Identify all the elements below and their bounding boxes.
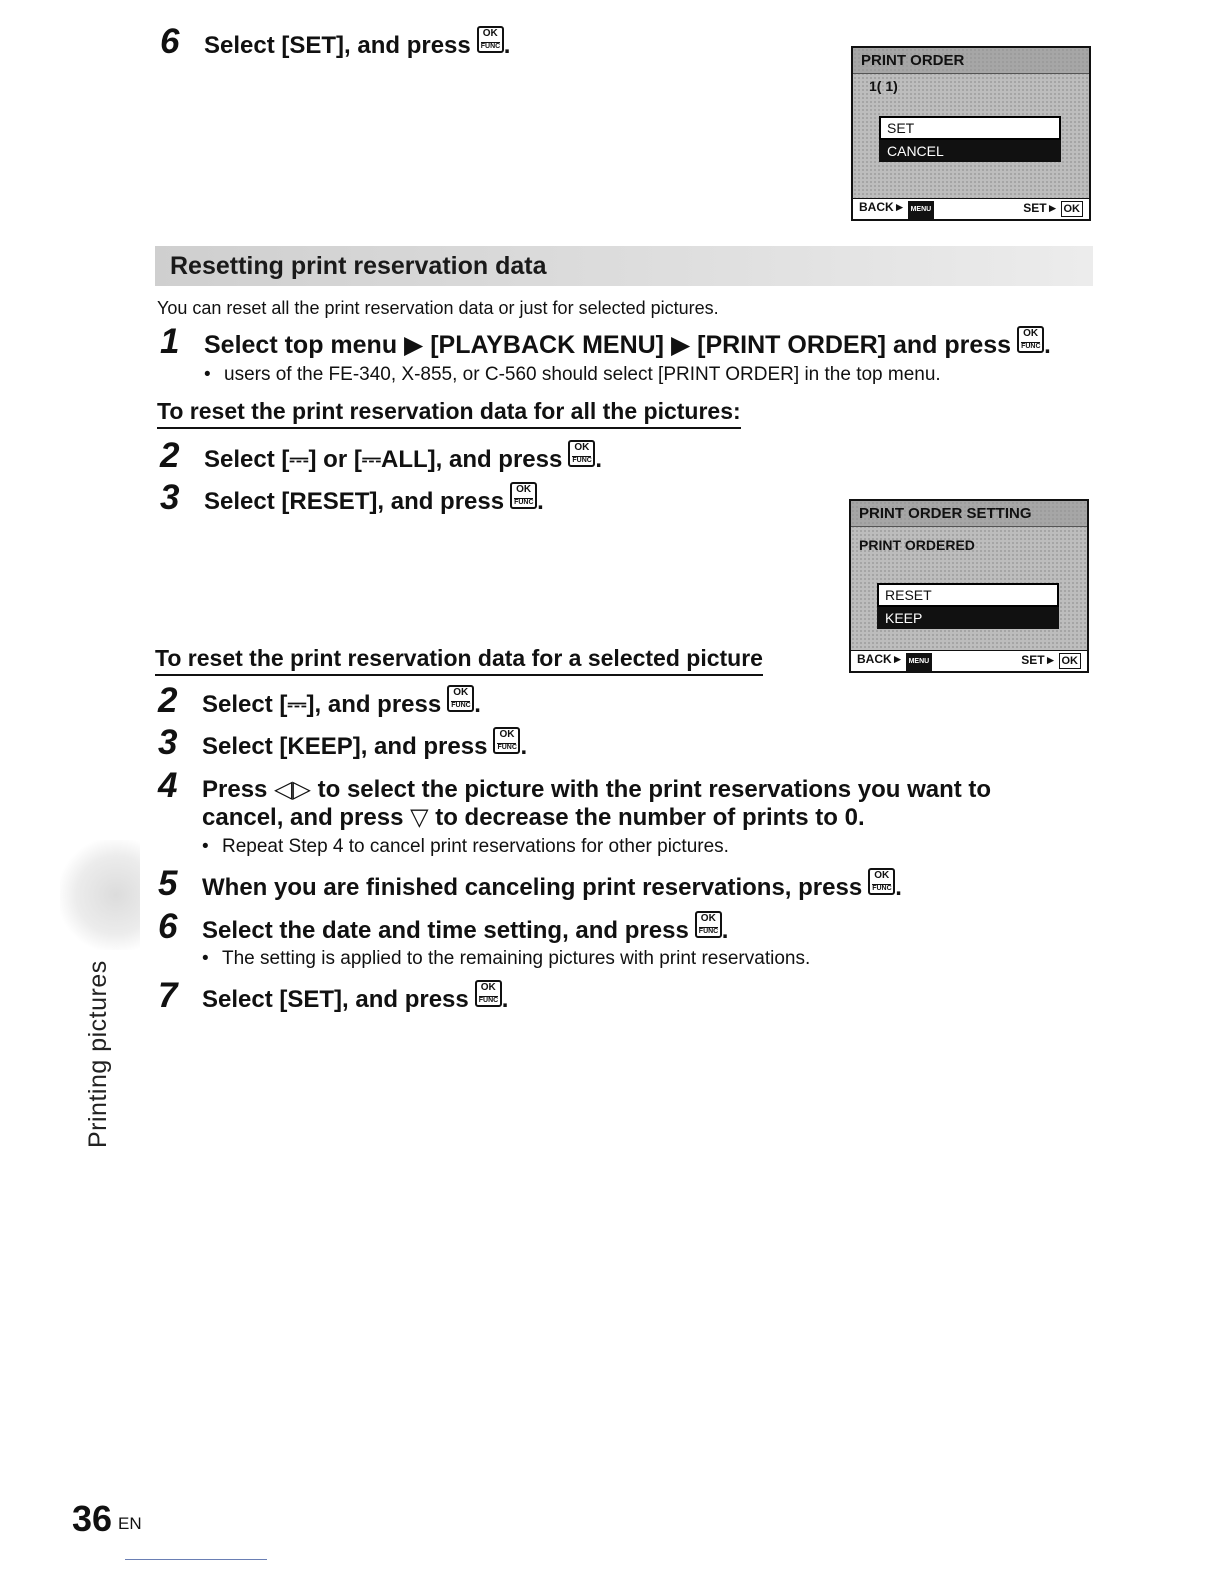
selected-picture-heading: To reset the print reservation data for a selected picture (155, 645, 763, 676)
step-2-selected: 2 Select [⎓], and press OK FUNC . (158, 681, 481, 720)
step-text: Select the date and time setting, and press (202, 917, 689, 944)
option-reset[interactable]: RESET (877, 583, 1059, 607)
step-text: Press ◁▷ to select the picture with the print reservations you want to (202, 776, 992, 803)
side-chapter-label: Printing pictures (84, 960, 112, 1148)
step-2-all: 2 Select [⎓] or [⎓ALL], and press OK FUNC . (160, 436, 603, 475)
screen-footer (853, 198, 1089, 219)
step-text: Select top menu ▶ [PLAYBACK MENU] ▶ [PRINT ORDER] and press (204, 331, 1012, 359)
option-set[interactable]: SET (879, 116, 1061, 140)
ok-func-icon: OK FUNC (493, 727, 520, 754)
option-keep[interactable]: KEEP (877, 607, 1059, 629)
step-3-selected: 3 Select [KEEP], and press OK FUNC . (158, 723, 528, 762)
menu-button-icon: MENU (906, 653, 933, 671)
side-tab-marker (60, 840, 140, 950)
step-1-note: • users of the FE-340, X-855, or C-560 should select [PRINT ORDER] in the top menu. (204, 364, 941, 385)
menu-button-icon: MENU (908, 201, 935, 219)
ok-func-icon: OK FUNC (447, 685, 474, 712)
step-4-note: • Repeat Step 4 to cancel print reservations for other pictures. (202, 836, 729, 857)
step-6-note: • The setting is applied to the remaining pictures with print reservations. (202, 948, 811, 969)
ok-button-icon: OK (1061, 201, 1084, 217)
ok-button-icon: OK (1059, 653, 1082, 669)
screen-subtitle: PRINT ORDERED (859, 537, 975, 553)
ok-func-icon: OK FUNC (477, 26, 504, 53)
step-text: Select [⎓] or [⎓ALL], and press (204, 446, 563, 473)
step-number: 3 (160, 478, 180, 517)
step-text: Select [SET], and press (202, 986, 469, 1013)
set-hint: SET► OK (1021, 653, 1081, 669)
step-number: 6 (158, 907, 178, 946)
step-number: 6 (160, 22, 180, 61)
step-4-selected (158, 768, 991, 804)
step-number: 1 (160, 322, 180, 361)
camera-screen-print-order-setting (849, 499, 1089, 673)
section-title: Resetting print reservation data (170, 252, 547, 280)
page-number: 36 (72, 1498, 113, 1539)
back-hint: BACK► MENU (857, 652, 932, 671)
all-pictures-heading: To reset the print reservation data for all the pictures: (157, 398, 741, 429)
step-6-selected: 6 Select the date and time setting, and press OK FUNC . (158, 907, 729, 946)
step-6-top: 6 Select [SET], and press OK FUNC . (160, 22, 511, 61)
step-number: 3 (158, 723, 178, 762)
ok-func-icon: OK FUNC (475, 980, 502, 1007)
screen-menu (877, 583, 1059, 629)
screen-title: PRINT ORDER (853, 48, 1089, 74)
print-count: 1( 1) (869, 78, 898, 94)
step-text: When you are finished canceling print reservations, press (202, 874, 863, 901)
step-3-all: 3 Select [RESET], and press OK FUNC . (160, 478, 544, 517)
step-7-selected: 7 Select [SET], and press OK FUNC . (158, 976, 509, 1015)
step-1: 1 Select top menu ▶ [PLAYBACK MENU] ▶ [PRINT ORDER] and press OK FUNC . (160, 322, 1051, 361)
option-cancel[interactable]: CANCEL (879, 140, 1061, 162)
step-4-continuation: cancel, and press ▽ to decrease the number of prints to 0. (202, 804, 865, 831)
camera-screen-print-order (851, 46, 1091, 221)
step-number: 2 (160, 436, 180, 475)
ok-func-icon: OK FUNC (510, 482, 537, 509)
section-header (155, 246, 1093, 286)
footer-rule (125, 1559, 267, 1560)
ok-func-icon: OK FUNC (568, 440, 595, 467)
step-text: Select [RESET], and press (204, 488, 505, 515)
ok-func-icon: OK FUNC (1017, 326, 1044, 353)
step-text: Select [SET], and press (204, 32, 471, 59)
step-number: 2 (158, 681, 178, 720)
screen-footer (851, 650, 1087, 671)
step-5-selected: 5 When you are finished canceling print reservations, press OK FUNC . (158, 864, 902, 903)
screen-menu (879, 116, 1061, 162)
ok-func-icon: OK FUNC (695, 911, 722, 938)
step-text: Select [⎓], and press (202, 691, 442, 718)
back-hint: BACK► MENU (859, 200, 934, 219)
step-number: 4 (158, 766, 178, 805)
page-language: EN (118, 1514, 142, 1533)
step-number: 7 (158, 976, 178, 1015)
ok-func-icon: OK FUNC (868, 868, 895, 895)
section-intro: You can reset all the print reservation data or just for selected pictures. (157, 298, 719, 318)
step-text: Select [KEEP], and press (202, 733, 488, 760)
step-number: 5 (158, 864, 178, 903)
set-hint: SET► OK (1023, 201, 1083, 217)
screen-title: PRINT ORDER SETTING (851, 501, 1087, 527)
